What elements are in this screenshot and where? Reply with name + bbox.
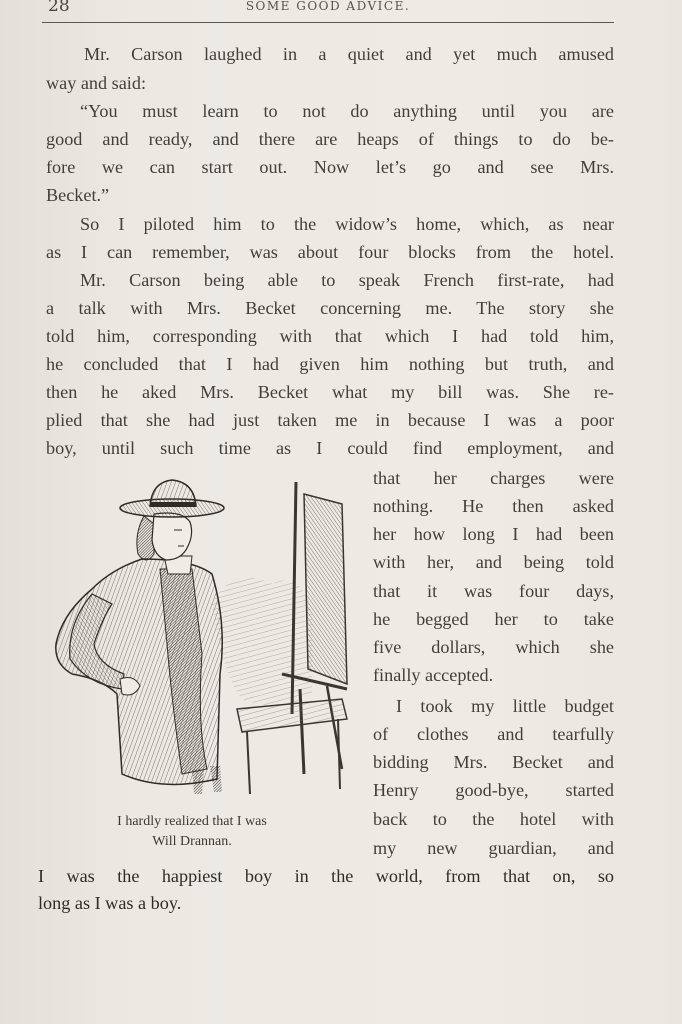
text-line: told him, corresponding with that which I had told him, [46, 326, 614, 346]
text-line: her how long I had been [373, 524, 614, 544]
text-line: bidding Mrs. Becket and [373, 752, 614, 772]
text-line: he concluded that I had given him nothing but truth, and [46, 354, 614, 374]
text-line: my new guardian, and [373, 838, 614, 858]
text-line: nothing. He then asked [373, 496, 614, 516]
text-line: with her, and being told [373, 552, 614, 572]
text-line: that it was four days, [373, 581, 614, 601]
text-line: I was the happiest boy in the world, from that on, so [38, 866, 614, 886]
text-line: long as I was a boy. [38, 893, 182, 913]
text-line: as I can remember, was about four blocks from the hotel. [46, 242, 614, 262]
text-line: plied that she had just taken me in because I was a poor [46, 410, 614, 430]
table [237, 699, 347, 732]
text-line: Mr. Carson being able to speak French first-rate, had [80, 270, 614, 290]
text-line: back to the hotel with [373, 809, 614, 829]
text-line: Becket.” [46, 185, 110, 205]
text-line: way and said: [46, 73, 147, 93]
text-line: a talk with Mrs. Becket concerning me. The story she [46, 298, 614, 318]
engraving-illustration [42, 474, 352, 804]
background-foliage [212, 577, 312, 705]
text-line: he begged her to take [373, 609, 614, 629]
text-line: then he aked Mrs. Becket what my bill was. She re- [46, 382, 614, 402]
text-line: five dollars, which she [373, 637, 614, 657]
page-number: 28 [48, 0, 70, 16]
caption-line: Will Drannan. [152, 834, 232, 849]
illustration-caption [62, 812, 322, 852]
text-line: finally accepted. [373, 665, 494, 685]
text-line: Mr. Carson laughed in a quiet and yet much amused [84, 44, 614, 64]
page-header [42, 0, 614, 23]
text-line: I took my little budget [396, 696, 614, 716]
text-line: “You must learn to not do anything until you are [80, 101, 614, 121]
text-line: boy, until such time as I could find employment, and [46, 438, 614, 458]
text-line: So I piloted him to the widow’s home, which, as near [80, 214, 614, 234]
caption-line: I hardly realized that I was [117, 814, 267, 829]
text-line: Henry good-bye, started [373, 780, 614, 800]
text-line: that her charges were [373, 468, 614, 488]
man-figure [56, 480, 224, 794]
running-head: SOME GOOD ADVICE. [245, 0, 411, 13]
text-line: good and ready, and there are heaps of things to do be- [46, 129, 614, 149]
text-line: fore we can start out. Now let’s go and see Mrs. [46, 157, 614, 177]
text-line: of clothes and tearfully [373, 724, 614, 744]
